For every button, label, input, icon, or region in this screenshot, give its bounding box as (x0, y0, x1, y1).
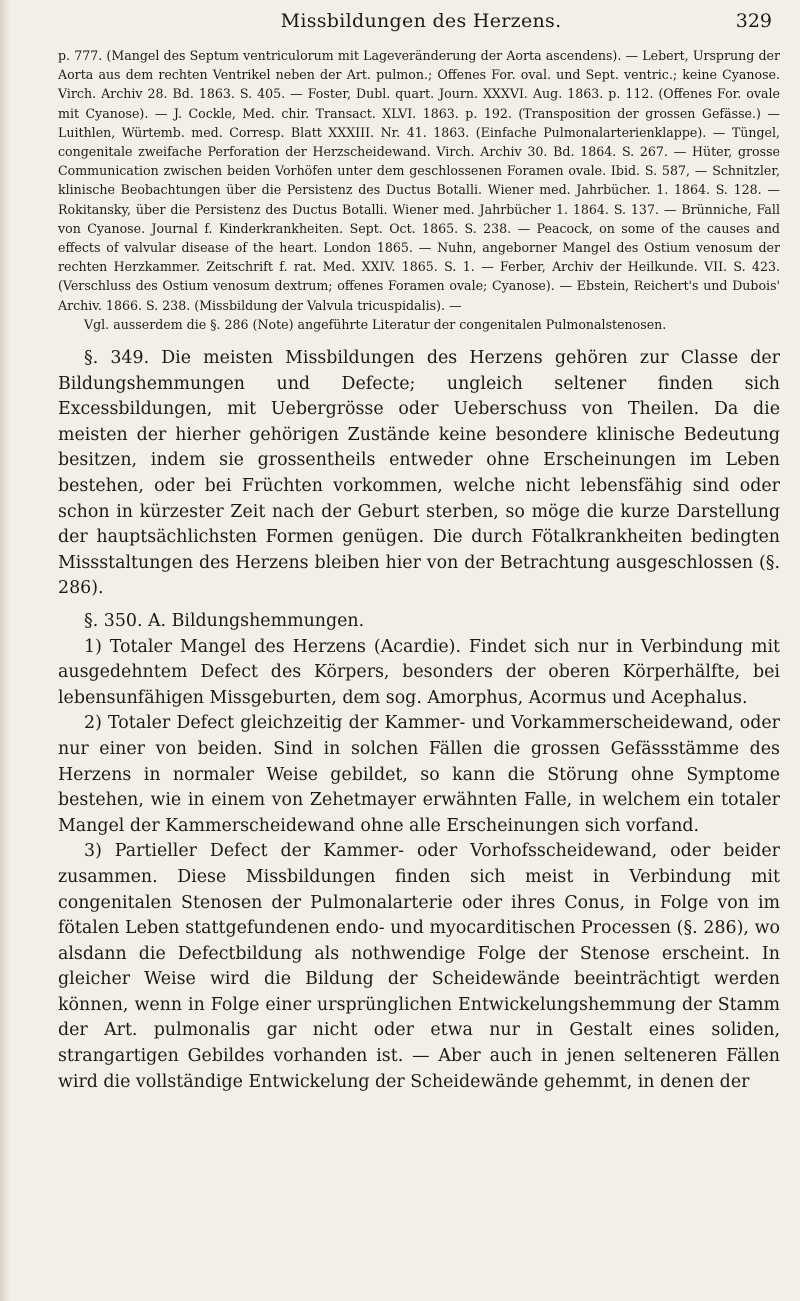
page-number: 329 (735, 10, 772, 32)
main-text (58, 346, 780, 1095)
page-header (60, 6, 782, 42)
list-item-2: 2) Totaler Defect gleichzeitig der Kammer- und Vorkammerscheidewand, oder nur einer von beiden. Sind in solchen Fällen die grossen Gefässstämme des Herzens in normaler Weise gebildet, so kann die Störung ohne Symptome bestehen, wie in einem von Zehetmayer erwähnten Falle, in welchem ein totaler Mangel der Kammerscheidewand ohne alle Erscheinungen sich vorfand. (58, 713, 780, 836)
body-text (58, 46, 780, 1095)
page-gutter-shadow (0, 0, 10, 1301)
references-section (58, 46, 780, 334)
running-title: Missbildungen des Herzens. (280, 10, 562, 32)
reference-list: p. 777. (Mangel des Septum ventriculorum mit Lageveränderung der Aorta ascendens). — Lebert, Ursprung der Aorta aus dem rechten Ventrikel neben der Art. pulmon.; Offenes For. oval. und Sept. ventric.; keine Cyanose. Virch. Archiv 28. Bd. 1863. S. 405. — Foster, Dubl. quart. Journ. XXXVI. Aug. 1863. p. 112. (Offenes For. ovale mit Cyanose). — J. Cockle, Med. chir. Transact. XLVI. 1863. p. 192. (Transposition der grossen Gefässe.) — Luithlen, Würtemb. med. Corresp. Blatt XXXIII. Nr. 41. 1863. (Einfache Pulmonalarterienklappe). — Tüngel, congenitale zweifache Perforation der Herzscheidewand. Virch. Archiv 30. Bd. 1864. S. 267. — Hüter, grosse Communication zwischen beiden Vorhöfen unter dem geschlossenen Foramen ovale. Ibid. S. 587, — Schnitzler, klinische Beobachtungen über die Persistenz des Ductus Botalli. Wiener med. Jahrbücher. 1. 1864. S. 128. — Rokitansky, über die Persistenz des Ductus Botalli. Wiener med. Jahrbücher 1. 1864. S. 137. — Brünniche, Fall von Cyanose. Journal f. Kinderkrankheiten. Sept. Oct. 1865. S. 238. — Peacock, on some of the causes and effects of valvular disease of the heart. London 1865. — Nuhn, angeborner Mangel des Ostium venosum der rechten Herzkammer. Zeitschrift f. rat. Med. XXIV. 1865. S. 1. — Ferber, Archiv der Heilkunde. VII. S. 423. (Verschluss des Ostium venosum dextrum; offenes Foramen ovale; Cyanose). — Ebstein, Reichert's und Dubois' Archiv. 1866. S. 238. (Missbildung der Valvula tricuspidalis). — (58, 48, 780, 313)
list-item-1: 1) Totaler Mangel des Herzens (Acardie). Findet sich nur in Verbindung mit ausgedehntem Defect des Körpers, besonders der oberen Körperhälfte, bei lebensunfähigen Missgeburten, dem sog. Amorphus, Acormus und Acephalus. (58, 636, 780, 708)
reference-note: Vgl. ausserdem die §. 286 (Note) angeführte Literatur der congenitalen Pulmonalstenosen. (84, 316, 667, 332)
section-heading-350: §. 350. A. Bildungshemmungen. (84, 610, 365, 631)
paragraph-349: §. 349. Die meisten Missbildungen des Herzens gehören zur Classe der Bildungshemmungen und Defecte; ungleich seltener finden sich Excessbildungen, mit Uebergrösse oder Ueberschuss von Theilen. Da die meisten der hierher gehörigen Zustände keine besondere klinische Bedeutung besitzen, indem sie grossentheils entweder ohne Erscheinungen im Leben bestehen, oder bei Früchten vorkommen, welche nicht lebensfähig sind oder schon in kürzester Zeit nach der Geburt sterben, so möge die kurze Darstellung der hauptsächlichsten Formen genügen. Die durch Fötalkrankheiten bedingten Missstaltungen des Herzens bleiben hier von der Betrachtung ausgeschlossen (§. 286). (58, 348, 780, 599)
list-item-3: 3) Partieller Defect der Kammer- oder Vorhofsscheidewand, oder beider zusammen. Diese Missbildungen finden sich meist in Verbindung mit congenitalen Stenosen der Pulmonalarterie oder ihres Conus, in Folge von im fötalen Leben stattgefundenen endo- und myocarditischen Processen (§. 286), wo alsdann die Defectbildung als nothwendige Folge der Stenose erscheint. In gleicher Weise wird die Bildung der Scheidewände beeinträchtigt werden können, wenn in Folge einer ursprünglichen Entwickelungshemmung der Stamm der Art. pulmonalis gar nicht oder etwa nur in Gestalt eines soliden, strangartigen Gebildes vorhanden ist. — Aber auch in jenen selteneren Fällen wird die vollständige Entwickelung der Scheidewände gehemmt, in denen der (58, 841, 780, 1092)
